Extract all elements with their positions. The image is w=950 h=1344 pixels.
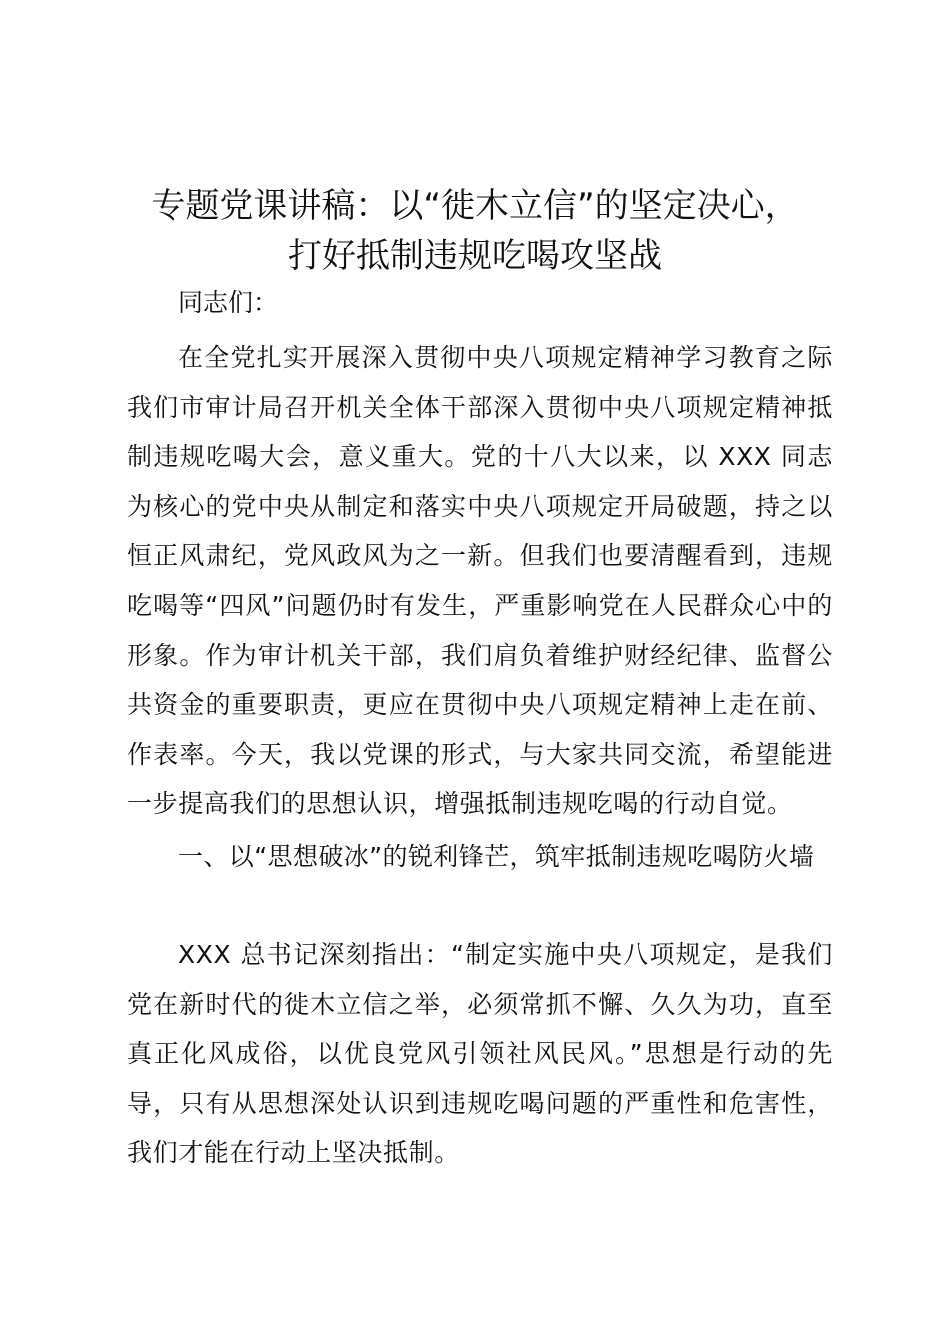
- section-heading-1: 一、以“思想破冰”的锐利锋芒，筑牢抵制违规吃喝防火墙: [178, 842, 815, 871]
- document-title-line-2: 打好抵制违规吃喝攻坚战: [288, 236, 662, 276]
- document-title-line-1: 专题党课讲稿：以“徙木立信”的坚定决心，: [151, 186, 799, 226]
- salutation: 同志们：: [178, 288, 279, 317]
- paragraph-intro: 在全党扎实开展深入贯彻中央八项规定精神学习教育之际我们市审计局召开机关全体干部深入贯彻中央八项规定精神抵制违规吃喝大会，意义重大。党的十八大以来，以 XXX 同志为核心的党中央从制定和落实中央八项规定开局破题，持之以恒正风肃纪，党风政风为之一新。但我们也要清醒看到，违规吃喝等“四风”问题仍时有发生，严重影响党在人民群众心中的形象。作为审计机关干部，我们肩负着维护财经纪律、监督公共资金的重要职责，更应在贯彻中央八项规定精神上走在前、作表率。今天，我以党课的形式，与大家共同交流，希望能进一步提高我们的思想认识，增强抵制违规吃喝的行动自觉。: [127, 343, 833, 819]
- paragraph-section-1: XXX 总书记深刻指出：“制定实施中央八项规定，是我们党在新时代的徙木立信之举，必须常抓不懈、久久为功，直至真正化风成俗，以优良党风引领社风民风。”思想是行动的先导，只有从思想深处认识到违规吃喝问题的严重性和危害性，我们才能在行动上坚决抵制。: [127, 940, 833, 1168]
